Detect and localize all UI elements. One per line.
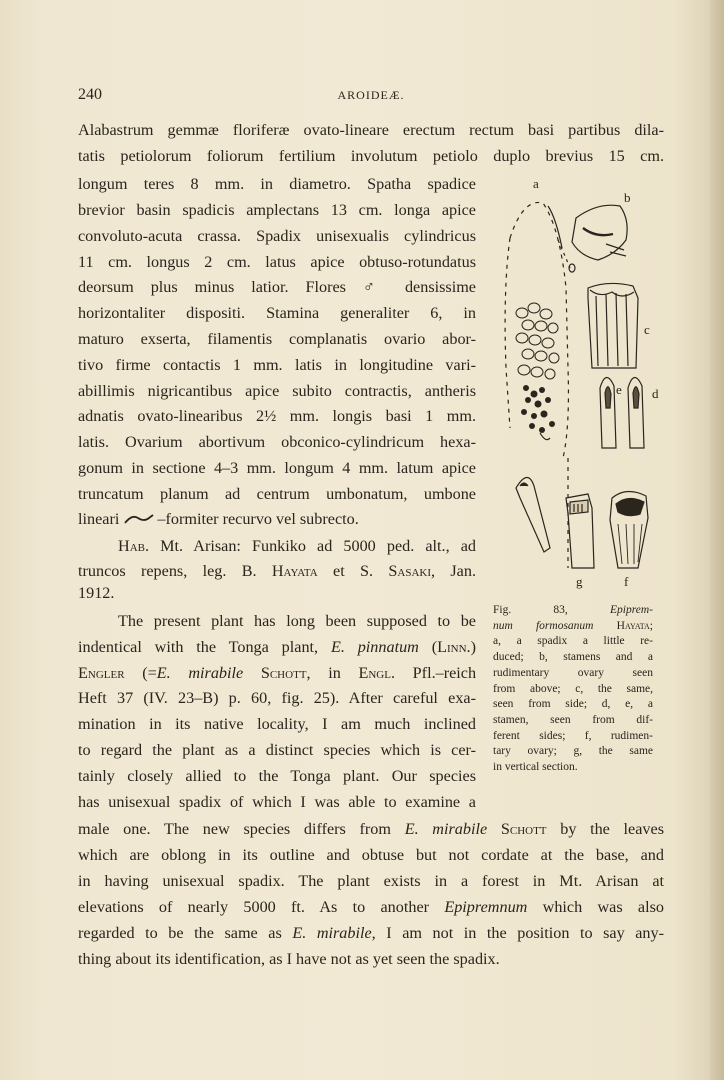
text-line: maturo exserta, filamentis complanatis ovario abor- [78, 330, 476, 348]
text-line: thing about its identification, as I have not as yet seen the spadix. [78, 950, 500, 968]
species-name: E. mirabile [404, 820, 488, 838]
text-line: mination in its native locality, I am much inclined [78, 715, 476, 733]
collector-name: Sasaki, [388, 562, 436, 580]
text-fragment: ( [431, 638, 438, 656]
text-fragment: elevations of nearly 5000 ft. As to another [78, 898, 430, 916]
text-line [118, 536, 476, 556]
text-fragment: male one. The new species differs from [78, 820, 391, 838]
text-line: horizontaliter dispositi. Stamina generaliter 6, in [78, 304, 476, 322]
text-line [78, 663, 476, 683]
page-header [78, 86, 664, 108]
botanical-illustration [488, 168, 670, 598]
caption-line: a, a spadix a little re- [493, 635, 653, 648]
figure-label-g: g [576, 574, 583, 589]
text-fragment: truncos repens, leg. B. [78, 562, 257, 580]
species-name: num formosanum [493, 619, 594, 632]
text-line [78, 923, 664, 943]
text-line: deorsum plus minus latior. Flores ♂ densissime [78, 278, 476, 296]
text-line: longum teres 8 mm. in diametro. Spatha spadice [78, 175, 476, 193]
genus-name: Epipremnum [444, 898, 528, 916]
author-name: Schott, [260, 664, 311, 682]
text-fragment: Pfl.–reich [412, 664, 477, 682]
text-line: abillimis nigricantibus apice subito contractis, antheris [78, 382, 476, 400]
text-fragment [142, 664, 243, 682]
figure-label-a: a [533, 176, 539, 191]
figure-label-c: c [644, 322, 650, 337]
text-fragment: regarded to be the same as [78, 924, 282, 942]
figure-number: Fig. 83, [493, 604, 568, 616]
text-line: latis. Ovarium abortivum obconico-cylindricum hexa- [78, 433, 476, 451]
habitat-label: Hab. [118, 537, 150, 555]
text-line [78, 561, 476, 581]
collector-name: Hayata [271, 562, 318, 580]
caption-line: from above; c, the same, [493, 682, 653, 695]
text-line: The present plant has long been supposed to be [118, 612, 476, 630]
caption-line: tary ovary; g, the same [493, 745, 653, 758]
text-fragment: Mt. Arisan: Funkiko ad 5000 ped. alt., ad [160, 537, 477, 555]
text-fragment: which was also [542, 898, 665, 916]
text-line: Heft 37 (IV. 23–B) p. 60, fig. 25). After careful exa- [78, 689, 476, 707]
text-line: tainly closely allied to the Tonga plant. Our species [78, 767, 476, 785]
species-name: E. pinnatum [330, 638, 419, 656]
text-line: adnatis ovato-linearibus 2½ mm. longis basi 1 mm. [78, 407, 476, 425]
figure-label-d: d [652, 386, 659, 401]
figure-label-b: b [624, 190, 631, 205]
epipremnum-drawing [488, 168, 670, 598]
author-name: Engler [78, 664, 125, 682]
caption-line: in vertical section. [493, 761, 578, 774]
text-fragment: by the leaves [560, 820, 664, 838]
text-fragment: in [328, 664, 341, 682]
text-line [78, 509, 476, 529]
running-head: AROIDEÆ. [337, 88, 405, 102]
text-fragment: et S. [333, 562, 374, 580]
tilde-symbol-icon [123, 512, 157, 526]
caption-line: seen from side; d, e, a [493, 698, 653, 711]
caption-line: duced; b, stamens and a [493, 651, 653, 664]
text-fragment: –formiter recurvo vel subrecto. [157, 510, 359, 528]
caption-line [493, 603, 653, 619]
author-name: Hayata; [616, 619, 654, 632]
text-line: convoluto-acuta crassa. Spadix unisexualis cylindricus [78, 227, 476, 245]
page-edge [710, 0, 724, 1080]
author-name: Schott [500, 820, 547, 838]
text-line: truncatum planum ad centrum umbonatum, umbone [78, 485, 476, 503]
figure-label-f: f [624, 574, 629, 589]
caption-line: stamen, seen from dif- [493, 713, 653, 726]
text-fragment: ) [470, 638, 476, 656]
text-fragment: I am not in the position to say any- [386, 924, 665, 942]
author-name: Engl. [358, 664, 396, 682]
text-line: tivo firme contactis 1 mm. latis in longitudine vari- [78, 356, 476, 374]
text-line [78, 637, 476, 657]
species-name: E. mirabile, [292, 924, 376, 942]
species-name: Epiprem- [610, 604, 654, 616]
text-fragment: indentical with the Tonga plant, [78, 638, 319, 656]
text-fragment: lineari [78, 510, 120, 528]
species-name: E. mirabile [156, 664, 244, 682]
text-fragment: Jan. [450, 562, 476, 580]
text-line: 11 cm. longus 2 cm. latus apice obtuso-rotundatus [78, 253, 476, 271]
text-line: in having unisexual spadix. The plant exists in a forest in Mt. Arisan at [78, 872, 664, 890]
text-line: Alabastrum gemmæ floriferæ ovato-lineare erectum rectum basi partibus dila- [78, 121, 664, 139]
text-line: tatis petiolorum foliorum fertilium involutum petiolo duplo brevius 15 cm. [78, 147, 664, 165]
caption-line: rudimentary ovary seen [493, 666, 653, 679]
text-line: has unisexual spadix of which I was able to examine a [78, 793, 476, 811]
caption-line: ferent sides; f, rudimen- [493, 729, 653, 742]
text-fragment [432, 638, 476, 656]
figure-caption [493, 603, 653, 776]
text-line [78, 897, 664, 917]
text-line: 1912. [78, 584, 115, 602]
text-line: which are oblong in its outline and obtuse but not cordate at the base, and [78, 846, 664, 864]
text-fragment: (= [142, 664, 157, 682]
author-name: Linn. [437, 638, 471, 656]
text-line [78, 819, 664, 839]
text-line: brevior basin spadicis amplectans 13 cm. longa apice [78, 201, 476, 219]
text-line: gonum in sectione 4–3 mm. longum 4 mm. latum apice [78, 459, 476, 477]
caption-line [493, 619, 653, 635]
figure-label-e: e [616, 382, 622, 397]
page-number: 240 [78, 86, 102, 103]
text-line: to regard the plant as a distinct species which is cer- [78, 741, 476, 759]
